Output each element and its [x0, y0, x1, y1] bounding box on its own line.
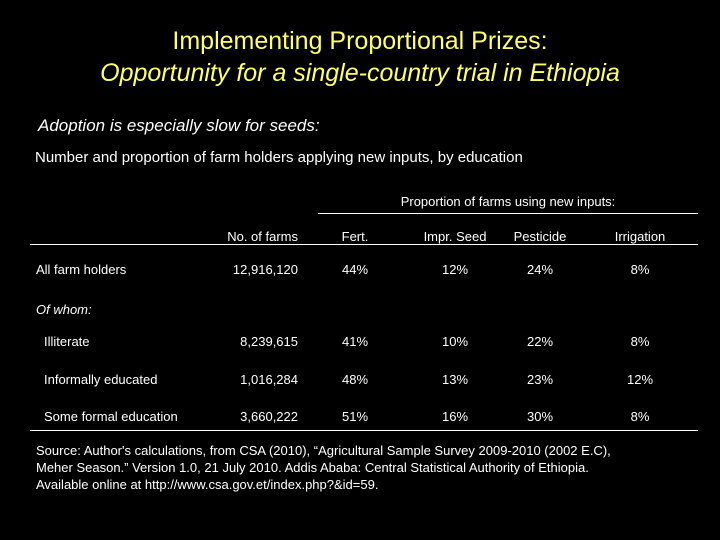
- col-header-irrigation: Irrigation: [614, 229, 666, 244]
- cell-pesticide: 22%: [526, 334, 554, 349]
- source-line-2: Meher Season.” Version 1.0, 21 July 2010. Addis Ababa: Central Statistical Authority of Ethiopia.: [36, 460, 589, 475]
- slide-subtitle: Adoption is especially slow for seeds:: [38, 116, 320, 135]
- source-line-1: Source: Author's calculations, from CSA (2010), “Agricultural Sample Survey 2009-2010 (2002 E.C),: [36, 443, 611, 458]
- row-label: Illiterate: [44, 334, 90, 349]
- col-header-farms: No. of farms: [227, 229, 298, 244]
- source-note: [36, 442, 696, 493]
- cell-irrigation: 8%: [630, 334, 650, 349]
- table-bottom-rule: [30, 430, 698, 431]
- cell-farms: 8,239,615: [240, 334, 298, 349]
- row-label: Informally educated: [44, 372, 158, 387]
- table-caption: Number and proportion of farm holders applying new inputs, by education: [35, 149, 523, 166]
- cell-fert: 51%: [341, 409, 369, 424]
- col-header-seed: Impr. Seed: [423, 229, 487, 244]
- cell-pesticide: 24%: [526, 262, 554, 277]
- cell-fert: 41%: [341, 334, 369, 349]
- slide-title-line1: Implementing Proportional Prizes:: [172, 27, 548, 55]
- group-header-rule: [318, 213, 698, 214]
- cell-seed: 16%: [441, 409, 469, 424]
- cell-seed: 10%: [441, 334, 469, 349]
- col-header-fert: Fert.: [341, 229, 369, 244]
- cell-fert: 44%: [341, 262, 369, 277]
- cell-pesticide: 23%: [526, 372, 554, 387]
- cell-seed: 13%: [441, 372, 469, 387]
- cell-seed: 12%: [441, 262, 469, 277]
- cell-fert: 48%: [341, 372, 369, 387]
- cell-irrigation: 12%: [626, 372, 654, 387]
- header-rule: [30, 244, 698, 245]
- group-header-proportion: Proportion of farms using new inputs:: [400, 194, 616, 209]
- cell-irrigation: 8%: [630, 262, 650, 277]
- cell-farms: 12,916,120: [232, 262, 298, 277]
- row-label: Some formal education: [44, 409, 178, 424]
- of-whom-label: Of whom:: [36, 302, 92, 317]
- cell-irrigation: 8%: [630, 409, 650, 424]
- cell-pesticide: 30%: [526, 409, 554, 424]
- slide-title-line2: Opportunity for a single-country trial in Ethiopia: [100, 59, 620, 87]
- row-label: All farm holders: [36, 262, 127, 277]
- col-header-pesticide: Pesticide: [513, 229, 567, 244]
- cell-farms: 1,016,284: [240, 372, 298, 387]
- source-line-3: Available online at http://www.csa.gov.et/index.php?&id=59.: [36, 477, 379, 492]
- cell-farms: 3,660,222: [240, 409, 298, 424]
